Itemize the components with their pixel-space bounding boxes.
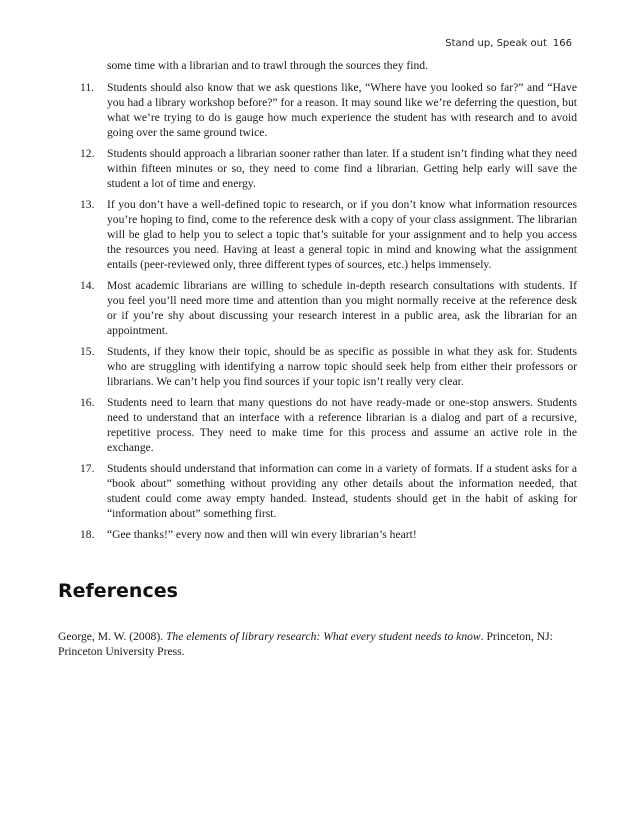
reference-authors-year: George, M. W. (2008). xyxy=(58,630,166,643)
reference-entry xyxy=(58,629,578,659)
item-number: 12. xyxy=(80,147,95,160)
item-text: Students, if they know their topic, should be as specific as possible in what they ask for. Students who are struggling with identifying a narrow topic should seek help from either their professors or librarians. We can’t help you find sources if your topic isn’t really very clear. xyxy=(107,345,577,388)
continued-paragraph: some time with a librarian and to trawl through the sources they find. xyxy=(107,59,429,72)
item-text: If you don’t have a well-defined topic to research, or if you don’t know what information resources you’re hoping to find, come to the reference desk with a copy of your class assignment. The librarian will be glad to help you to select a topic that’s suitable for your assignment and to help you access the resources you need. Having at least a general topic in mind and knowing what the assignment entails (peer-reviewed only, three different types of sources, etc.) helps immensely. xyxy=(107,198,577,271)
list-item xyxy=(80,344,577,389)
item-number: 18. xyxy=(80,528,95,541)
list-item xyxy=(80,461,577,521)
item-number: 11. xyxy=(80,81,95,94)
item-text: Students should approach a librarian sooner rather than later. If a student isn’t finding what they need within fifteen minutes or so, they need to come find a librarian. Getting help early will save the student a lot of time and energy. xyxy=(107,147,577,190)
running-header xyxy=(445,38,572,49)
item-text: Students should understand that information can come in a variety of formats. If a student asks for a “book about” something without providing any other details about the information needed, that student could come away empty handed. Instead, students should get in the habit of asking for “information about” something first. xyxy=(107,462,577,520)
list-item xyxy=(80,80,577,140)
list-item xyxy=(80,146,577,191)
list-item xyxy=(80,527,577,542)
item-number: 13. xyxy=(80,198,95,211)
reference-title: The elements of library research: What every student needs to know xyxy=(165,630,481,643)
page-number: 166 xyxy=(552,38,572,49)
item-text: Students need to learn that many questions do not have ready-made or one-stop answers. Students need to understand that an interface with a reference librarian is a dialog and part of a recursive, repetitive process. They need to make time for this process and assume an active role in the exchange. xyxy=(107,396,577,454)
tips-list xyxy=(80,80,577,548)
references-heading: References xyxy=(58,580,178,602)
item-text: Students should also know that we ask questions like, “Where have you looked so far?” and “Have you had a library workshop before?” for a reason. It may sound like we’re deferring the question, but what we’re trying to do is gauge how much experience the student has with research and to avoid going over the same ground twice. xyxy=(107,81,577,139)
item-text: “Gee thanks!” every now and then will win every librarian’s heart! xyxy=(107,528,417,541)
running-title: Stand up, Speak out xyxy=(445,38,547,49)
item-number: 15. xyxy=(80,345,95,358)
list-item xyxy=(80,278,577,338)
item-text: Most academic librarians are willing to schedule in-depth research consultations with students. If you feel you’ll need more time and attention than you might normally receive at the reference desk or if you’re shy about discussing your research interest in a public area, ask the librarian for an appointment. xyxy=(107,279,577,337)
list-item xyxy=(80,197,577,272)
list-item xyxy=(80,395,577,455)
reference-publisher: . Princeton, NJ: Princeton University Press. xyxy=(58,630,553,658)
item-number: 16. xyxy=(80,396,95,409)
item-number: 17. xyxy=(80,462,95,475)
item-number: 14. xyxy=(80,279,95,292)
